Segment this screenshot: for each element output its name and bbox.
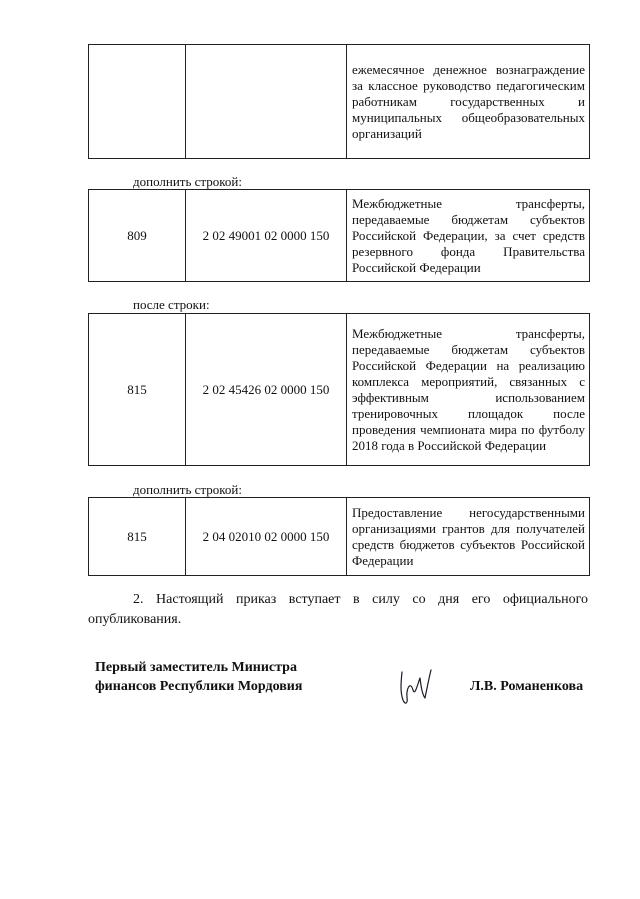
cell-kbk-code: 2 04 02010 02 0000 150 xyxy=(186,498,347,576)
cell-description: Предоставление негосударственными организациями грантов для получателей средств бюджетов субъектов Российской Федерации xyxy=(347,498,590,576)
cell-admin-code: 815 xyxy=(89,314,186,466)
signatory-position-line2: финансов Республики Мордовия xyxy=(95,679,303,694)
table-row xyxy=(89,498,590,576)
cell-description: ежемесячное денежное вознаграждение за классное руководство педагогическим работникам государственных и муниципальных общеобразовательных организаций xyxy=(347,45,590,159)
cell-admin-code xyxy=(89,45,186,159)
table-row xyxy=(89,45,590,159)
cell-kbk-code: 2 02 49001 02 0000 150 xyxy=(186,190,347,282)
handwritten-signature xyxy=(396,664,436,708)
table-added-row-809 xyxy=(88,189,590,282)
instruction-add-row-2: дополнить строкой: xyxy=(133,482,242,497)
instruction-after-row: после строки: xyxy=(133,297,210,312)
cell-description: Межбюджетные трансферты, передаваемые бюджетам субъектов Российской Федерации на реализацию комплекса мероприятий, связанных с эффективным использованием тренировочных площадок после проведения чемпионата мира по футболу 2018 года в Российской Федерации xyxy=(347,314,590,466)
cell-description: Межбюджетные трансферты, передаваемые бюджетам субъектов Российской Федерации, за счет средств резервного фонда Правительства Российской Федерации xyxy=(347,190,590,282)
table-added-row-815 xyxy=(88,497,590,576)
effective-date-paragraph: 2. Настоящий приказ вступает в силу со дня его официального опубликования. xyxy=(88,592,588,627)
cell-kbk-code: 2 02 45426 02 0000 150 xyxy=(186,314,347,466)
signatory-name: Л.В. Романенкова xyxy=(470,679,584,694)
cell-admin-code: 809 xyxy=(89,190,186,282)
cell-admin-code: 815 xyxy=(89,498,186,576)
table-row xyxy=(89,190,590,282)
table-row xyxy=(89,314,590,466)
table-reference-row-815 xyxy=(88,313,590,466)
cell-kbk-code xyxy=(186,45,347,159)
instruction-add-row-1: дополнить строкой: xyxy=(133,174,242,189)
table-continuation xyxy=(88,44,590,159)
signatory-position-line1: Первый заместитель Министра xyxy=(95,660,297,675)
